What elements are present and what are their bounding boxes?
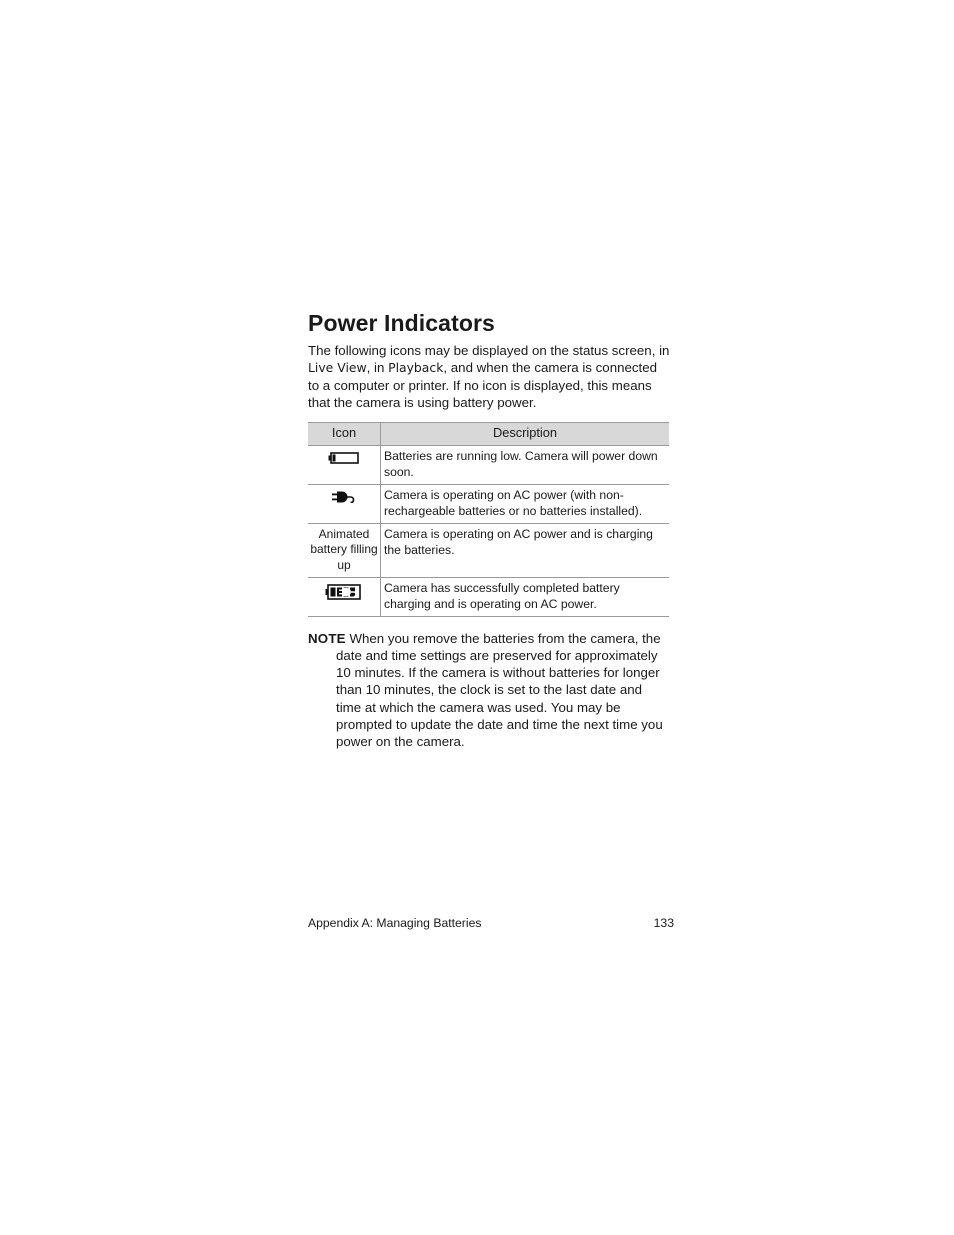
icon-cell [308,577,381,616]
icon-cell [308,484,381,523]
intro-paragraph [308,342,670,412]
table-row [308,577,669,616]
power-indicators-table [308,422,669,617]
table-header-row [308,422,669,445]
note-paragraph [308,630,670,750]
column-header-icon: Icon [308,422,381,445]
table-row [308,523,669,577]
intro-text-2: , in [366,360,389,376]
page-content [308,308,670,750]
note-label: NOTE [308,630,346,646]
column-header-description: Description [381,422,670,445]
page-number: 133 [653,916,674,930]
description-cell: Camera is operating on AC power (with non-rechargeable batteries or no batteries installed). [381,484,670,523]
term-live-view: Live View [308,360,367,376]
intro-text-1: The following icons may be displayed on the status screen, in [308,343,670,358]
note-text: When you remove the batteries from the camera, the date and time settings are preserved for approximately 10 minutes. If the camera is without batteries for longer than 10 minutes, the clock is set to the last date and time at which the camera was used. You may be prompted to update the date and time the next time you power on the camera. [336,630,663,749]
battery-charged-plug-icon [325,584,363,605]
term-playback: Playback [388,360,444,376]
intro-text-3: , and when the camera is connected to a computer or printer. If no icon is displayed, this means that the camera is using battery power. [308,360,658,411]
description-cell: Camera is operating on AC power and is charging the batteries. [381,523,670,577]
description-cell: Camera has successfully completed battery charging and is operating on AC power. [381,577,670,616]
icon-cell [308,523,381,577]
page-title: Power Indicators [308,310,495,336]
ac-power-plug-icon [332,491,356,508]
table-row [308,484,669,523]
battery-low-icon [328,452,360,469]
footer-chapter: Appendix A: Managing Batteries [308,916,482,930]
table-row [308,445,669,484]
icon-cell [308,445,381,484]
animated-battery-label: Animated battery filling up [310,526,378,573]
description-cell: Batteries are running low. Camera will power down soon. [381,445,670,484]
